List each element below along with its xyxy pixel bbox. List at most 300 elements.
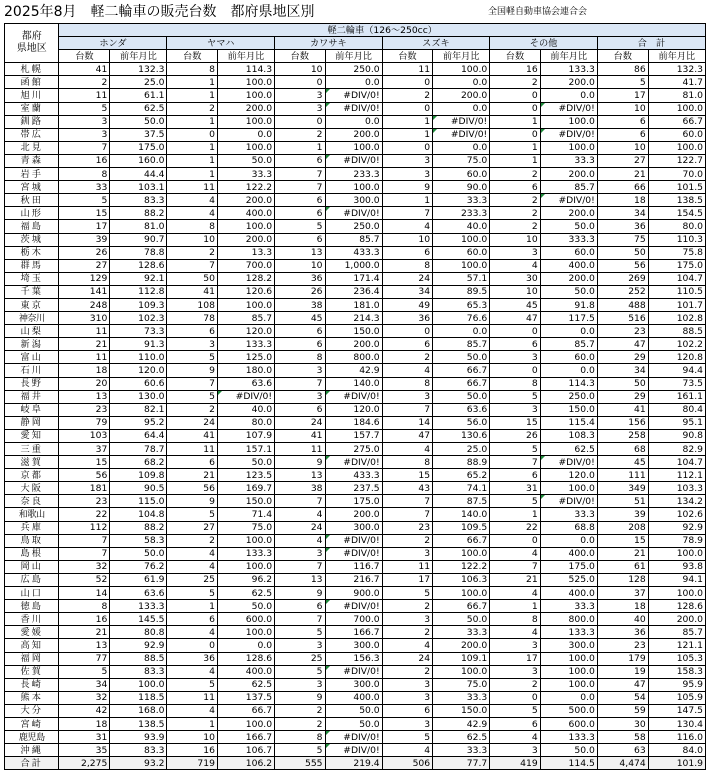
prefecture-cell: 熊本 <box>5 691 59 704</box>
yoy-cell: 216.7 <box>325 573 382 586</box>
units-cell: 39 <box>597 508 648 521</box>
prefecture-cell: 室蘭 <box>5 102 59 115</box>
units-cell: 0 <box>490 89 540 102</box>
prefecture-cell: 北見 <box>5 141 59 154</box>
units-cell: 4 <box>490 587 540 600</box>
prefecture-cell: 大分 <box>5 704 59 717</box>
table-row <box>5 482 706 495</box>
yoy-cell: 0.0 <box>433 141 490 154</box>
yoy-cell: 120.6 <box>217 285 274 298</box>
yoy-cell: 200.0 <box>217 102 274 115</box>
yoy-cell: 42.9 <box>433 717 490 730</box>
table-row <box>5 665 706 678</box>
yoy-cell: 42.9 <box>325 364 382 377</box>
prefecture-cell: 函館 <box>5 76 59 89</box>
total-row <box>5 757 706 770</box>
units-cell: 17 <box>382 573 432 586</box>
yoy-cell: 400.0 <box>217 665 274 678</box>
units-cell: 18 <box>597 194 648 207</box>
units-cell: 45 <box>275 312 325 325</box>
yoy-cell: 62.5 <box>217 678 274 691</box>
prefecture-cell: 宮城 <box>5 181 59 194</box>
units-cell: 3 <box>490 744 540 757</box>
table-row <box>5 259 706 272</box>
yoy-cell: 100.0 <box>648 102 705 115</box>
yoy-cell: 95.9 <box>648 678 705 691</box>
yoy-cell: 91.3 <box>110 338 167 351</box>
yoy-cell: 96.2 <box>217 573 274 586</box>
yoy-cell: 62.5 <box>217 587 274 600</box>
units-cell: 34 <box>59 678 110 691</box>
units-cell: 0 <box>382 102 432 115</box>
prefecture-cell: 京都 <box>5 469 59 482</box>
prefecture-cell: 栃木 <box>5 246 59 259</box>
table-row <box>5 377 706 390</box>
units-cell: 4 <box>490 731 540 744</box>
yoy-cell: 63.6 <box>433 403 490 416</box>
yoy-cell: 40.0 <box>433 220 490 233</box>
yoy-cell: 100.0 <box>648 587 705 600</box>
prefecture-cell: 岐阜 <box>5 403 59 416</box>
units-cell: 32 <box>59 691 110 704</box>
units-cell: 6 <box>167 456 217 469</box>
yoy-cell: 62.5 <box>110 102 167 115</box>
units-cell: 7 <box>59 547 110 560</box>
units-header: 台数 <box>167 50 217 63</box>
units-cell: 4 <box>167 704 217 717</box>
units-cell: 86 <box>597 63 648 76</box>
yoy-cell: #DIV/0! <box>540 194 597 207</box>
table-row <box>5 443 706 456</box>
yoy-cell: 130.4 <box>648 717 705 730</box>
yoy-cell: 33.3 <box>540 154 597 167</box>
units-cell: 506 <box>382 757 432 770</box>
units-cell: 1 <box>382 128 432 141</box>
units-cell: 111 <box>597 469 648 482</box>
units-cell: 6 <box>275 338 325 351</box>
units-cell: 18 <box>597 600 648 613</box>
units-cell: 15 <box>59 207 110 220</box>
yoy-cell: 62.5 <box>433 731 490 744</box>
yoy-cell: 75.0 <box>217 521 274 534</box>
units-cell: 10 <box>275 63 325 76</box>
yoy-cell: 101.7 <box>648 298 705 311</box>
yoy-cell: 93.9 <box>110 731 167 744</box>
prefecture-cell: 奈良 <box>5 495 59 508</box>
units-cell: 6 <box>490 181 540 194</box>
yoy-cell: 133.3 <box>540 731 597 744</box>
units-cell: 13 <box>275 246 325 259</box>
yoy-cell: 50.0 <box>433 390 490 403</box>
units-cell: 7 <box>59 534 110 547</box>
units-cell: 3 <box>275 678 325 691</box>
yoy-cell: 236.4 <box>325 285 382 298</box>
yoy-cell: 109.8 <box>110 469 167 482</box>
brand-header: 合 計 <box>597 37 705 50</box>
corner-header <box>5 24 59 63</box>
units-cell: 45 <box>490 298 540 311</box>
units-cell: 4 <box>382 443 432 456</box>
yoy-cell: 100.0 <box>217 298 274 311</box>
yoy-cell: 123.5 <box>217 469 274 482</box>
yoy-cell: 168.0 <box>110 704 167 717</box>
units-cell: 4 <box>167 194 217 207</box>
units-cell: 27 <box>167 521 217 534</box>
yoy-cell: 100.0 <box>433 587 490 600</box>
units-cell: 516 <box>597 312 648 325</box>
units-cell: 4 <box>382 364 432 377</box>
yoy-cell: 95.1 <box>648 416 705 429</box>
yoy-cell: 250.0 <box>540 390 597 403</box>
units-cell: 41 <box>597 403 648 416</box>
yoy-cell: 122.7 <box>648 154 705 167</box>
units-cell: 39 <box>59 233 110 246</box>
yoy-cell: 200.0 <box>325 508 382 521</box>
table-row <box>5 495 706 508</box>
prefecture-cell: 新潟 <box>5 338 59 351</box>
table-row <box>5 168 706 181</box>
units-cell: 15 <box>490 416 540 429</box>
units-cell: 27 <box>597 154 648 167</box>
units-cell: 42 <box>59 704 110 717</box>
yoy-cell: #DIV/0! <box>540 456 597 469</box>
units-cell: 6 <box>275 600 325 613</box>
units-cell: 32 <box>59 560 110 573</box>
units-cell: 21 <box>167 469 217 482</box>
prefecture-cell: 広島 <box>5 573 59 586</box>
units-cell: 4 <box>275 534 325 547</box>
units-cell: 5 <box>275 220 325 233</box>
yoy-cell: 85.7 <box>433 338 490 351</box>
yoy-cell: 175.0 <box>648 259 705 272</box>
units-cell: 11 <box>167 181 217 194</box>
units-cell: 3 <box>490 403 540 416</box>
units-cell: 1 <box>167 154 217 167</box>
units-cell: 7 <box>275 168 325 181</box>
table-row <box>5 272 706 285</box>
units-cell: 4 <box>490 626 540 639</box>
units-cell: 8 <box>490 613 540 626</box>
units-cell: 258 <box>597 429 648 442</box>
table-row <box>5 652 706 665</box>
units-cell: 34 <box>597 364 648 377</box>
prefecture-cell: 旭川 <box>5 89 59 102</box>
prefecture-cell: 福島 <box>5 220 59 233</box>
yoy-cell: 77.7 <box>433 757 490 770</box>
units-header: 台数 <box>382 50 432 63</box>
table-row <box>5 456 706 469</box>
yoy-cell: 161.1 <box>648 390 705 403</box>
units-cell: 24 <box>275 416 325 429</box>
yoy-cell: 88.2 <box>110 521 167 534</box>
units-cell: 5 <box>167 587 217 600</box>
prefecture-cell: 神奈川 <box>5 312 59 325</box>
units-cell: 7 <box>275 495 325 508</box>
yoy-cell: 50.0 <box>433 613 490 626</box>
units-cell: 3 <box>275 639 325 652</box>
table-row <box>5 587 706 600</box>
prefecture-cell: 大阪 <box>5 482 59 495</box>
units-cell: 37 <box>597 587 648 600</box>
yoy-cell: 157.7 <box>325 429 382 442</box>
yoy-cell: 104.7 <box>648 272 705 285</box>
units-cell: 50 <box>167 272 217 285</box>
units-cell: 10 <box>167 233 217 246</box>
units-cell: 24 <box>382 652 432 665</box>
yoy-cell: 150.0 <box>217 495 274 508</box>
yoy-cell: 233.3 <box>433 207 490 220</box>
yoy-cell: 88.2 <box>110 207 167 220</box>
units-cell: 31 <box>59 731 110 744</box>
units-cell: 10 <box>490 233 540 246</box>
yoy-cell: 92.1 <box>110 272 167 285</box>
yoy-cell: 83.3 <box>110 744 167 757</box>
units-cell: 13 <box>59 390 110 403</box>
prefecture-cell: 鹿児島 <box>5 731 59 744</box>
units-cell: 1 <box>167 89 217 102</box>
prefecture-cell: 釧路 <box>5 115 59 128</box>
units-cell: 11 <box>59 89 110 102</box>
yoy-cell: 105.3 <box>648 652 705 665</box>
yoy-cell: 400.0 <box>540 547 597 560</box>
yoy-cell: 63.6 <box>217 377 274 390</box>
yoy-cell: 50.0 <box>325 717 382 730</box>
table-row <box>5 534 706 547</box>
yoy-cell: 200.0 <box>540 168 597 181</box>
units-cell: 22 <box>490 521 540 534</box>
yoy-cell: 120.0 <box>325 403 382 416</box>
yoy-cell: 75.0 <box>433 154 490 167</box>
yoy-cell: 300.0 <box>325 194 382 207</box>
units-cell: 2 <box>167 403 217 416</box>
yoy-cell: 50.0 <box>217 600 274 613</box>
prefecture-cell: 石川 <box>5 364 59 377</box>
yoy-cell: 60.6 <box>110 377 167 390</box>
prefecture-cell: 佐賀 <box>5 665 59 678</box>
yoy-cell: 100.0 <box>540 141 597 154</box>
yoy-cell: 1,000.0 <box>325 259 382 272</box>
units-cell: 22 <box>59 508 110 521</box>
yoy-cell: 0.0 <box>540 89 597 102</box>
units-cell: 8 <box>167 63 217 76</box>
table-row <box>5 390 706 403</box>
table-row <box>5 364 706 377</box>
units-cell: 719 <box>167 757 217 770</box>
units-cell: 11 <box>59 325 110 338</box>
yoy-cell: 116.7 <box>325 560 382 573</box>
yoy-cell: 100.0 <box>217 141 274 154</box>
yoy-cell: 800.0 <box>325 351 382 364</box>
units-cell: 47 <box>597 338 648 351</box>
prefecture-cell: 和歌山 <box>5 508 59 521</box>
yoy-cell: 92.9 <box>648 521 705 534</box>
yoy-cell: 33.3 <box>540 508 597 521</box>
yoy-cell: 233.3 <box>325 168 382 181</box>
units-cell: 23 <box>597 639 648 652</box>
yoy-cell: 66.7 <box>433 364 490 377</box>
units-cell: 1 <box>167 76 217 89</box>
yoy-cell: 100.0 <box>217 115 274 128</box>
units-cell: 79 <box>59 416 110 429</box>
yoy-cell: 100.0 <box>540 665 597 678</box>
units-cell: 156 <box>597 416 648 429</box>
brand-header: スズキ <box>382 37 490 50</box>
units-cell: 24 <box>167 416 217 429</box>
yoy-cell: 200.0 <box>433 89 490 102</box>
units-cell: 45 <box>597 456 648 469</box>
units-cell: 36 <box>167 652 217 665</box>
yoy-cell: 61.9 <box>110 573 167 586</box>
yoy-cell: 100.0 <box>540 652 597 665</box>
units-cell: 6 <box>275 233 325 246</box>
yoy-cell: 70.0 <box>648 168 705 181</box>
units-cell: 0 <box>490 534 540 547</box>
units-cell: 47 <box>597 678 648 691</box>
yoy-cell: 181.0 <box>325 298 382 311</box>
yoy-cell: 0.0 <box>540 691 597 704</box>
yoy-cell: #DIV/0! <box>325 102 382 115</box>
units-cell: 6 <box>490 717 540 730</box>
yoy-cell: #DIV/0! <box>325 207 382 220</box>
units-cell: 3 <box>59 115 110 128</box>
yoy-cell: 184.6 <box>325 416 382 429</box>
yoy-cell: 50.0 <box>540 744 597 757</box>
table-row <box>5 613 706 626</box>
units-cell: 248 <box>59 298 110 311</box>
units-cell: 36 <box>597 626 648 639</box>
yoy-cell: 40.0 <box>217 403 274 416</box>
yoy-cell: 90.7 <box>110 233 167 246</box>
yoy-cell: 900.0 <box>325 587 382 600</box>
yoy-cell: 219.4 <box>325 757 382 770</box>
units-cell: 14 <box>382 416 432 429</box>
yoy-cell: 100.0 <box>217 76 274 89</box>
prefecture-cell: 埼玉 <box>5 272 59 285</box>
yoy-cell: 200.0 <box>540 272 597 285</box>
table-row <box>5 573 706 586</box>
yoy-cell: 109.3 <box>110 298 167 311</box>
yoy-cell: #DIV/0! <box>325 534 382 547</box>
units-cell: 52 <box>59 573 110 586</box>
table-row <box>5 704 706 717</box>
units-cell: 63 <box>597 744 648 757</box>
units-cell: 1 <box>490 600 540 613</box>
yoy-cell: 154.5 <box>648 207 705 220</box>
yoy-cell: #DIV/0! <box>325 600 382 613</box>
yoy-cell: 100.0 <box>540 115 597 128</box>
units-cell: 7 <box>275 377 325 390</box>
units-cell: 38 <box>275 482 325 495</box>
units-cell: 6 <box>490 469 540 482</box>
units-cell: 419 <box>490 757 540 770</box>
units-cell: 488 <box>597 298 648 311</box>
yoy-cell: 100.0 <box>433 547 490 560</box>
prefecture-cell: 愛知 <box>5 429 59 442</box>
prefecture-cell: 長崎 <box>5 678 59 691</box>
yoy-cell: 33.3 <box>433 691 490 704</box>
units-cell: 3 <box>275 89 325 102</box>
units-cell: 11 <box>382 560 432 573</box>
yoy-cell: 0.0 <box>217 639 274 652</box>
yoy-cell: 88.5 <box>110 652 167 665</box>
units-cell: 6 <box>275 403 325 416</box>
yoy-cell: 100.0 <box>325 181 382 194</box>
yoy-cell: 200.0 <box>325 128 382 141</box>
units-cell: 2 <box>490 168 540 181</box>
table-row <box>5 285 706 298</box>
yoy-cell: 0.0 <box>433 76 490 89</box>
yoy-cell: 250.0 <box>325 220 382 233</box>
yoy-cell: 66.7 <box>217 704 274 717</box>
yoy-cell: 130.0 <box>110 390 167 403</box>
units-cell: 2 <box>275 128 325 141</box>
prefecture-cell: 愛媛 <box>5 626 59 639</box>
table-row <box>5 154 706 167</box>
units-cell: 0 <box>382 141 432 154</box>
yoy-cell: 109.1 <box>433 652 490 665</box>
units-cell: 1 <box>167 168 217 181</box>
units-cell: 8 <box>167 220 217 233</box>
units-cell: 8 <box>490 377 540 390</box>
units-cell: 41 <box>275 429 325 442</box>
yoy-cell: 137.5 <box>217 691 274 704</box>
units-cell: 2 <box>490 220 540 233</box>
units-cell: 1 <box>490 508 540 521</box>
yoy-cell: 63.6 <box>110 587 167 600</box>
table-row <box>5 233 706 246</box>
units-cell: 181 <box>59 482 110 495</box>
yoy-cell: 134.2 <box>648 495 705 508</box>
brand-header: その他 <box>490 37 598 50</box>
yoy-cell: 66.7 <box>648 115 705 128</box>
yoy-cell: 82.9 <box>648 443 705 456</box>
brand-header: ヤマハ <box>167 37 275 50</box>
table-body <box>5 63 706 770</box>
yoy-cell: 118.5 <box>110 691 167 704</box>
prefecture-cell: 宮崎 <box>5 717 59 730</box>
units-cell: 10 <box>275 259 325 272</box>
yoy-cell: 117.5 <box>540 312 597 325</box>
units-cell: 3 <box>382 691 432 704</box>
units-cell: 5 <box>59 194 110 207</box>
yoy-cell: 83.3 <box>110 194 167 207</box>
units-cell: 4 <box>490 547 540 560</box>
units-cell: 18 <box>59 364 110 377</box>
table-row <box>5 102 706 115</box>
yoy-cell: 114.3 <box>540 377 597 390</box>
yoy-cell: 100.0 <box>648 141 705 154</box>
yoy-cell: 80.8 <box>110 626 167 639</box>
table-row <box>5 312 706 325</box>
units-cell: 208 <box>597 521 648 534</box>
yoy-cell: 169.7 <box>217 482 274 495</box>
yoy-cell: 140.0 <box>325 377 382 390</box>
units-cell: 17 <box>59 220 110 233</box>
yoy-cell: 76.2 <box>110 560 167 573</box>
table-row <box>5 246 706 259</box>
units-cell: 5 <box>490 443 540 456</box>
yoy-cell: 56.0 <box>433 416 490 429</box>
yoy-cell: 50.0 <box>540 285 597 298</box>
yoy-cell: 115.4 <box>540 416 597 429</box>
yoy-cell: 200.0 <box>540 76 597 89</box>
units-cell: 4 <box>382 220 432 233</box>
table-row <box>5 194 706 207</box>
yoy-cell: 57.1 <box>433 272 490 285</box>
yoy-cell: 214.3 <box>325 312 382 325</box>
units-cell: 21 <box>59 626 110 639</box>
yoy-cell: 85.7 <box>540 181 597 194</box>
